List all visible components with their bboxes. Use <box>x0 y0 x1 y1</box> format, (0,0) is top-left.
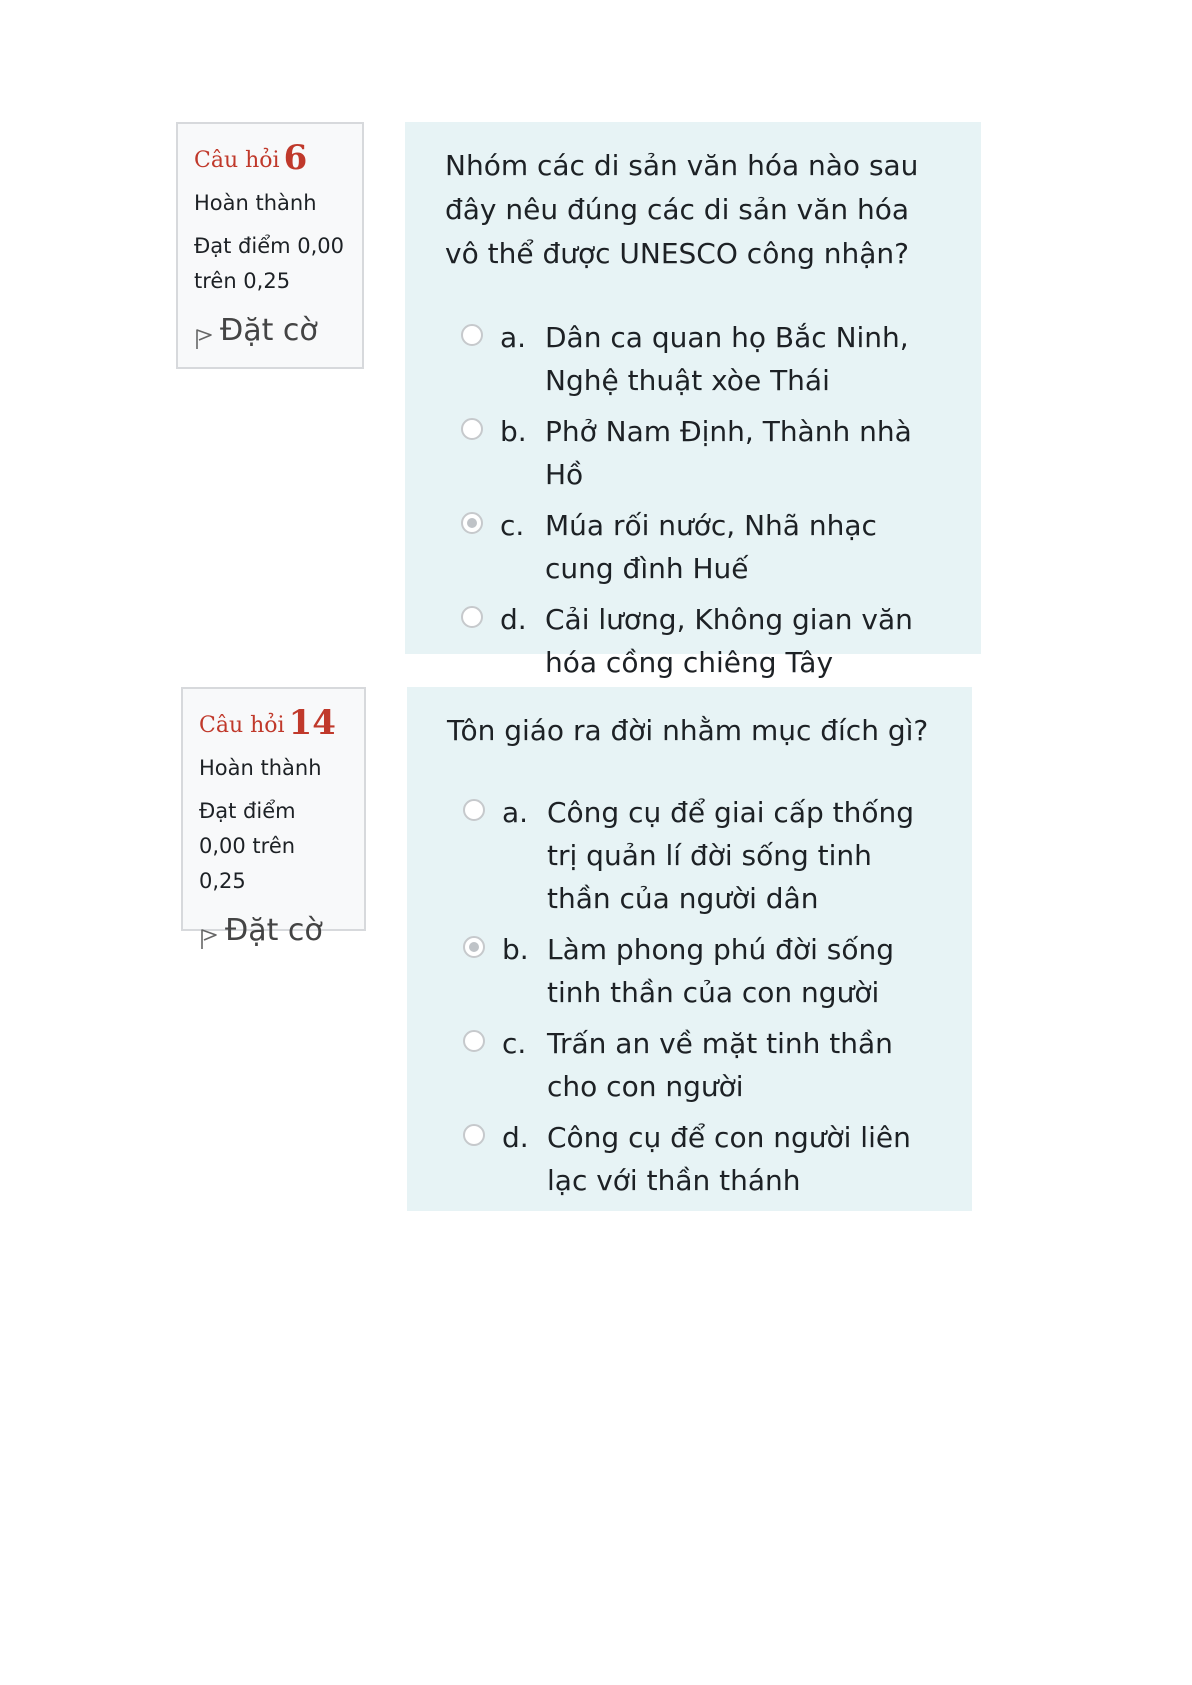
answer-letter: d. <box>500 603 527 636</box>
radio-button[interactable] <box>461 418 483 440</box>
radio-button[interactable] <box>461 324 483 346</box>
answer-text: Múa rối nước, Nhã nhạc cung đình Huế <box>545 509 877 585</box>
flag-label: Đặt cờ <box>220 313 318 348</box>
radio-button[interactable] <box>463 1030 485 1052</box>
answer-letter: d. <box>502 1121 529 1154</box>
answer-option-d[interactable] <box>447 1116 936 1202</box>
answer-option-a[interactable] <box>445 316 945 402</box>
question-grade: Đạt điểm 0,00 trên 0,25 <box>199 799 296 893</box>
answer-text: Phở Nam Định, Thành nhà Hồ <box>545 415 912 491</box>
answer-letter: a. <box>502 796 529 829</box>
question-label: Câu hỏi <box>194 148 280 173</box>
answer-list <box>447 791 936 1202</box>
answer-text: Làm phong phú đời sống tinh thần của con người <box>547 933 894 1009</box>
radio-button-selected[interactable] <box>461 512 483 534</box>
answer-option-c[interactable] <box>447 1022 936 1108</box>
question-content <box>405 122 981 679</box>
answer-option-b[interactable] <box>447 928 936 1014</box>
flag-icon <box>194 324 214 350</box>
flag-icon <box>199 924 219 950</box>
answer-option-a[interactable] <box>447 791 936 920</box>
question-text: Nhóm các di sản văn hóa nào sau đây nêu đúng các di sản văn hóa vô thể được UNESCO công nhận? <box>445 149 919 270</box>
answer-letter: c. <box>500 509 525 542</box>
question-info-panel <box>181 687 366 948</box>
answer-letter: b. <box>502 933 529 966</box>
question-number: 14 <box>288 703 336 743</box>
answer-list <box>445 316 945 727</box>
flag-question-button[interactable] <box>199 913 348 950</box>
radio-button[interactable] <box>463 799 485 821</box>
answer-text: Trấn an về mặt tinh thần cho con người <box>547 1027 893 1103</box>
radio-button-selected[interactable] <box>463 936 485 958</box>
flag-label: Đặt cờ <box>225 913 323 948</box>
question-state: Hoàn thành <box>194 191 317 215</box>
answer-text: Công cụ để con người liên lạc với thần thánh <box>547 1121 911 1197</box>
answer-letter: b. <box>500 415 527 448</box>
question-grade: Đạt điểm 0,00 trên 0,25 <box>194 234 345 293</box>
flag-question-button[interactable] <box>194 313 346 350</box>
question-content <box>407 687 972 1211</box>
question-info-panel <box>176 122 364 369</box>
answer-text: Dân ca quan họ Bắc Ninh, Nghệ thuật xòe Thái <box>545 321 909 397</box>
answer-letter: c. <box>502 1027 527 1060</box>
question-text: Tôn giáo ra đời nhằm mục đích gì? <box>447 714 929 747</box>
answer-option-c[interactable] <box>445 504 945 590</box>
answer-letter: a. <box>500 321 527 354</box>
answer-text: Cải lương, Không gian văn hóa cồng chiêng Tây <box>545 603 913 679</box>
radio-button[interactable] <box>461 606 483 628</box>
question-number-line <box>199 703 348 746</box>
answer-text: Công cụ để giai cấp thống trị quản lí đời sống tinh thần của người dân <box>547 796 915 915</box>
radio-button[interactable] <box>463 1124 485 1146</box>
answer-option-b[interactable] <box>445 410 945 496</box>
question-number-line <box>194 138 346 181</box>
question-state: Hoàn thành <box>199 756 322 780</box>
question-number: 6 <box>283 138 308 178</box>
question-label: Câu hỏi <box>199 713 285 738</box>
